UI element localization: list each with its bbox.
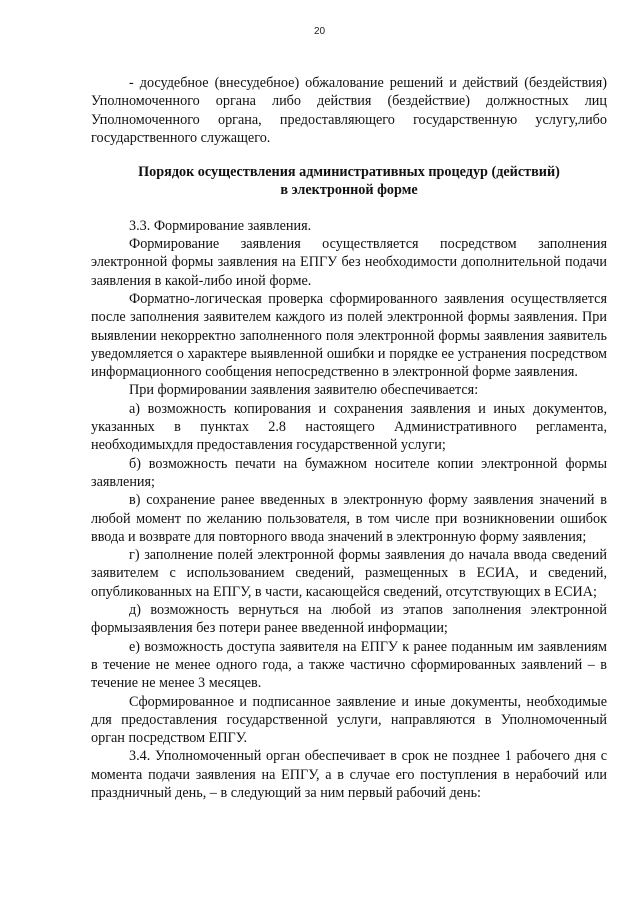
paragraph-appeal-item: - досудебное (внесудебное) обжалование решений и действий (бездействия) Уполномоченного органа либо действия (бездействие) должностных лиц Уполномоченного органа, предоставляющего государственную услугу,либо государственного служащего. — [91, 75, 607, 146]
paragraph-3-3-title: 3.3. Формирование заявления. — [129, 217, 312, 234]
section-heading — [91, 163, 607, 200]
paragraph-3-4: 3.4. Уполномоченный орган обеспечивает в срок не позднее 1 рабочего дня с момента подачи заявления на ЕПГУ, а в случае его поступления в нерабочий или праздничный день, – в следующий за ним первый рабочий день: — [91, 748, 607, 801]
list-item-a: а) возможность копирования и сохранения заявления и иных документов, указанных в пунктах 2.8 настоящего Административного регламента, необходимыхдля предоставления государственной услуги; — [91, 400, 607, 454]
list-item-e: е) возможность доступа заявителя на ЕПГУ к ранее поданным им заявлениям в течение не менее одного года, а также частично сформированных заявлений – в течение не менее 3 месяцев. — [91, 638, 607, 692]
paragraph: Форматно-логическая проверка сформированного заявления осуществляется после заполнения заявителем каждого из полей электронной формы заявления. При выявлении некорректно заполненного поля электронной формы заявления заявитель уведомляется о характере выявленной ошибки и порядке ее устранения посредством информационного сообщения непосредственно в электронной форме заявления. — [91, 290, 607, 381]
paragraph: При формировании заявления заявителю обеспечивается: — [129, 382, 479, 399]
list-item-d: д) возможность вернуться на любой из этапов заполнения электронной формызаявления без потери ранее введенной информации; — [91, 602, 607, 637]
list-item-v: в) сохранение ранее введенных в электронную форму заявления значений в любой момент по желанию пользователя, в том числе при возникновении ошибок ввода и возврате для повторного ввода значений в электронную форму заявления; — [91, 492, 607, 545]
section-heading-line-2: в электронной форме — [280, 182, 418, 199]
document-body — [91, 74, 607, 802]
page-number: 20 — [313, 26, 326, 37]
paragraph: Формирование заявления осуществляется посредством заполнения электронной формы заявления на ЕПГУ без необходимости дополнительной подачи заявления в какой-либо иной форме. — [91, 236, 607, 289]
list-item-g: г) заполнение полей электронной формы заявления до начала ввода сведений заявителем с использованием сведений, размещенных в ЕСИА, и сведений, опубликованных на ЕПГУ, в части, касающейся сведений, отсутствующих в ЕСИА; — [91, 547, 607, 600]
section-heading-line-1: Порядок осуществления административных процедур (действий) — [138, 164, 560, 181]
paragraph: Сформированное и подписанное заявление и иные документы, необходимые для предоставления государственной услуги, направляются в Уполномоченный орган посредством ЕПГУ. — [91, 693, 607, 747]
list-item-b: б) возможность печати на бумажном носителе копии электронной формы заявления; — [91, 455, 607, 490]
